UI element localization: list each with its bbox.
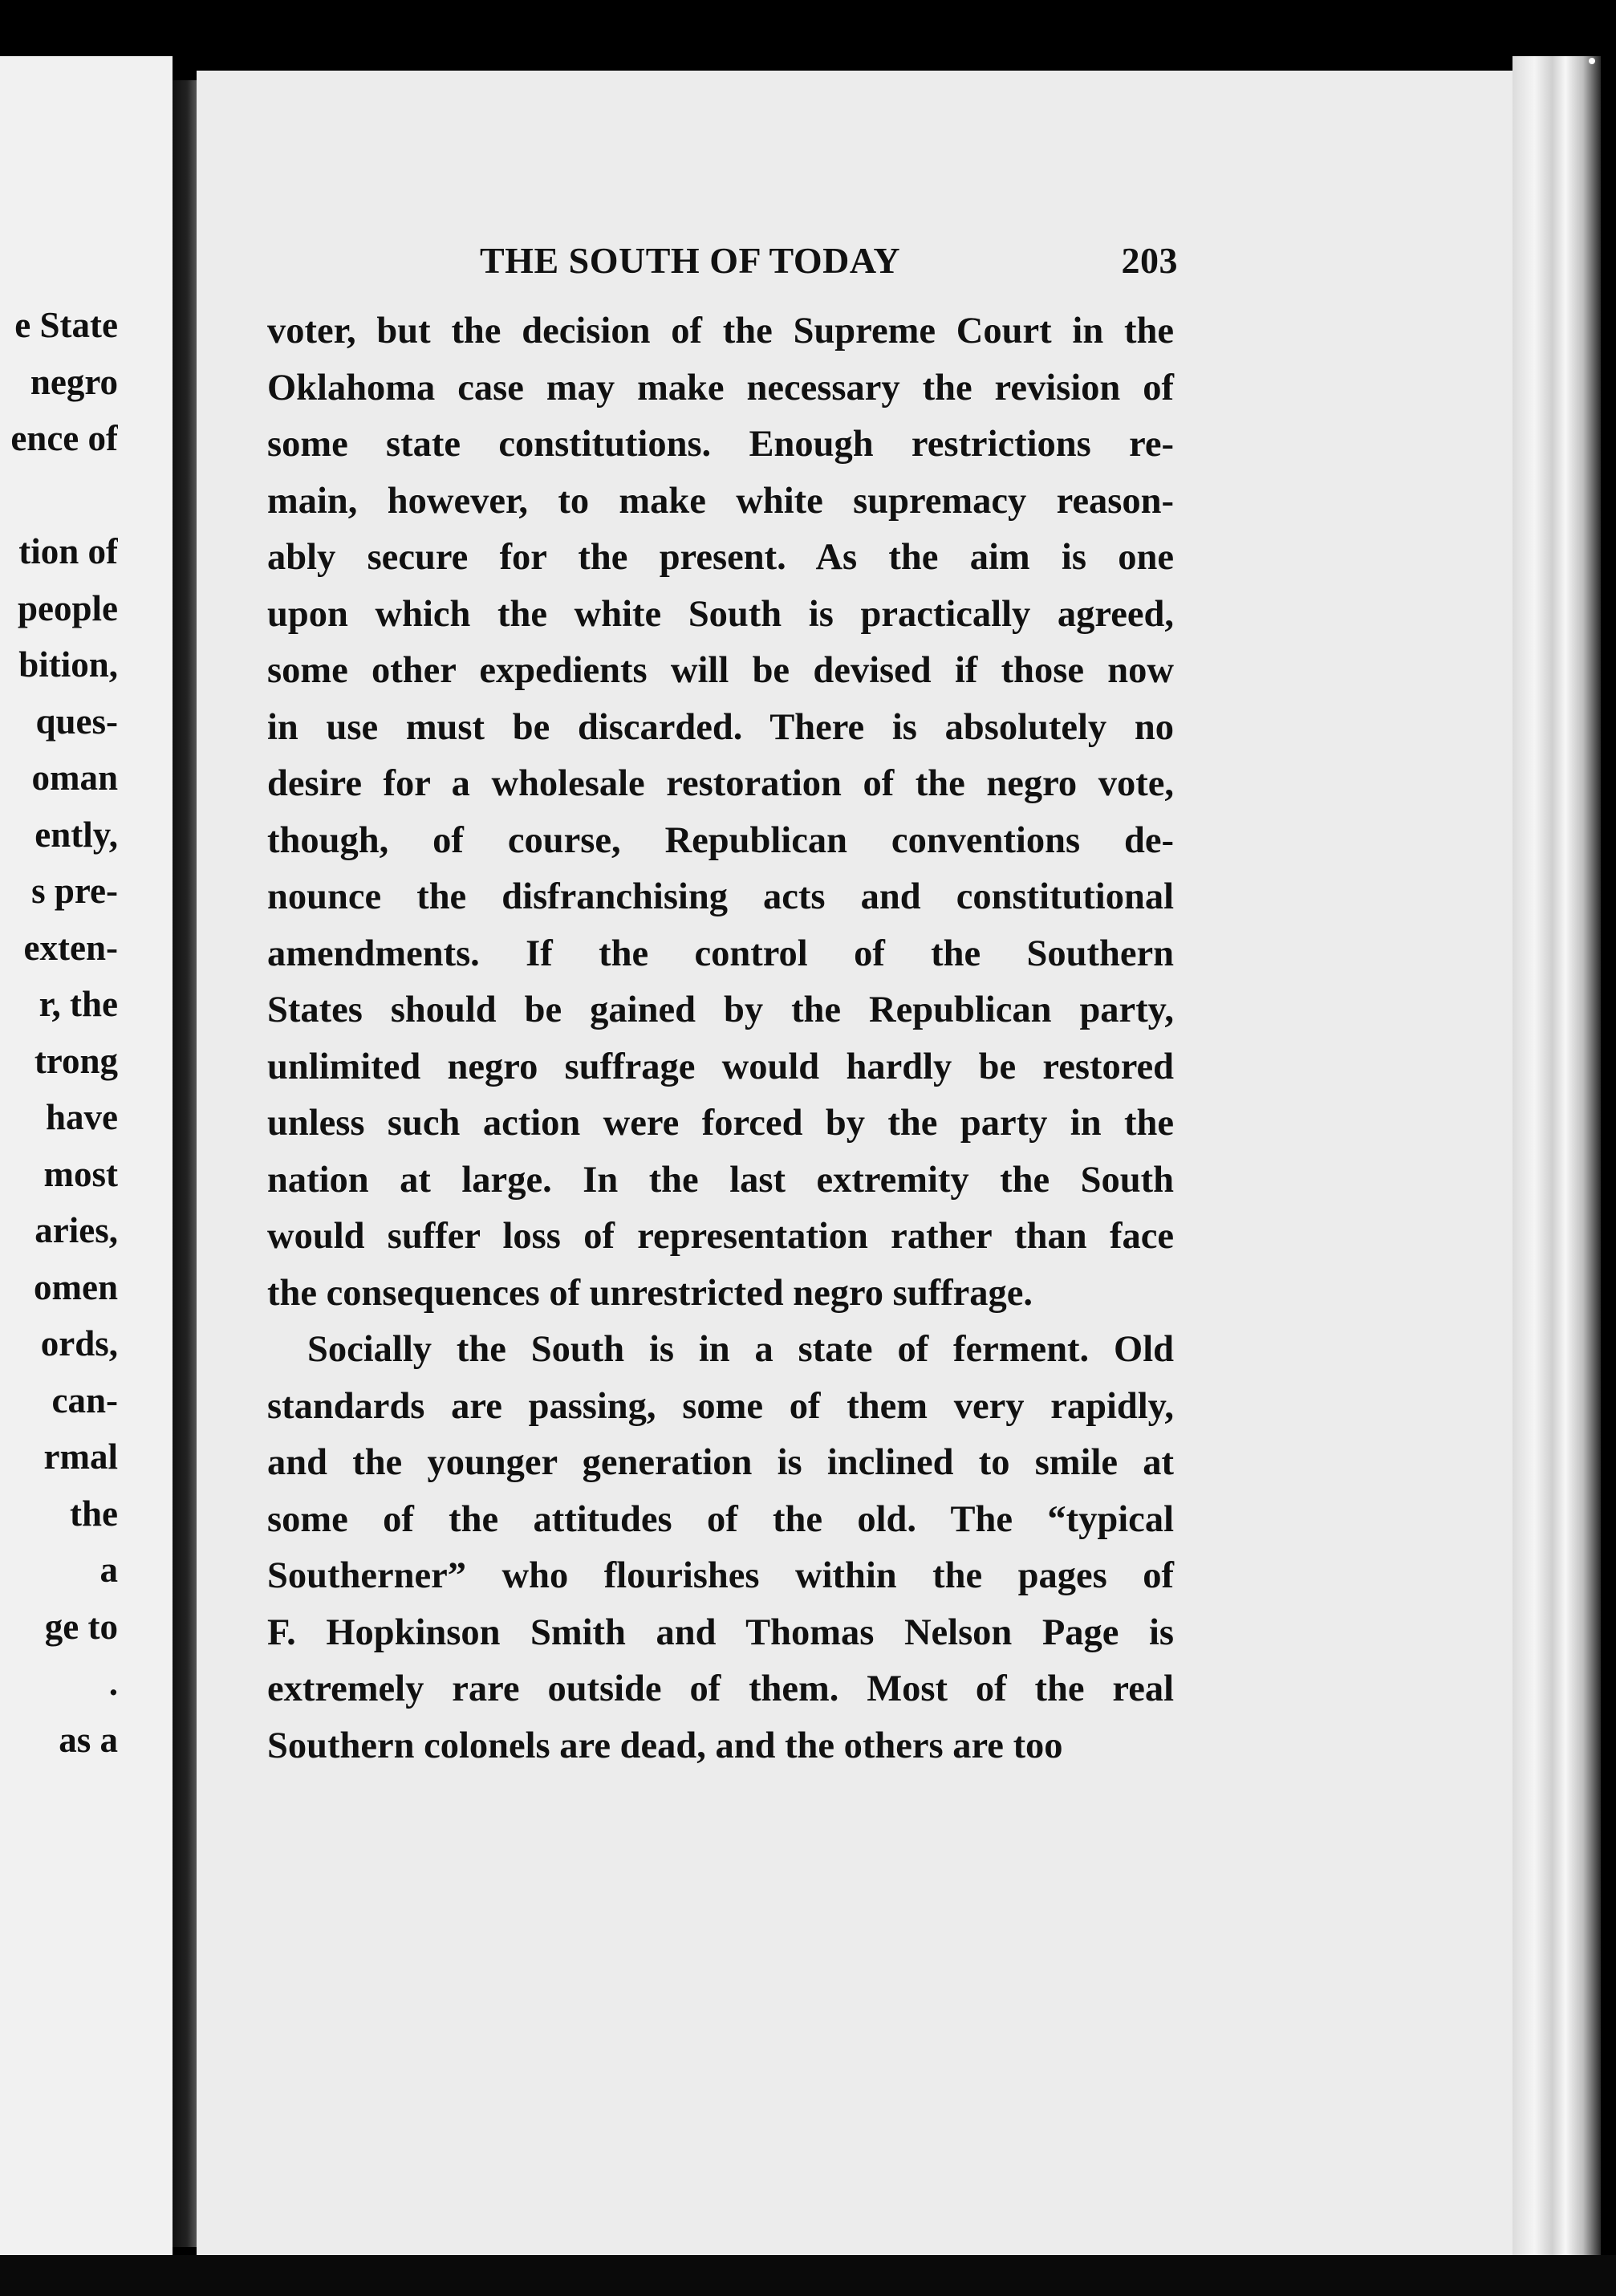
- previous-page-line: can-: [51, 1380, 118, 1420]
- text-line: nounce the disfranchising acts and constitutional: [267, 876, 1174, 917]
- text-line: ably secure for the present. As the aim is one: [267, 537, 1174, 578]
- text-line: unless such action were forced by the party in the: [267, 1103, 1174, 1144]
- previous-page-line: r, the: [39, 984, 118, 1024]
- text-line: main, however, to make white supremacy reason-: [267, 480, 1174, 522]
- book-gutter: [173, 80, 197, 2247]
- page-edges: [1512, 56, 1601, 2295]
- previous-page-line: .: [108, 1663, 118, 1703]
- text-line: some state constitutions. Enough restrictions re-: [267, 424, 1174, 465]
- running-head-title: THE SOUTH OF TODAY: [480, 240, 901, 281]
- bottom-shadow: [0, 2255, 1616, 2296]
- previous-page-line: exten-: [23, 927, 118, 968]
- previous-page-line: a: [99, 1550, 118, 1590]
- previous-page-line: aries,: [35, 1210, 118, 1250]
- previous-page-line: e State: [14, 305, 118, 345]
- previous-page-line: rmal: [43, 1437, 118, 1477]
- text-line: some of the attitudes of the old. The “typical: [267, 1498, 1174, 1540]
- body-text: [267, 303, 1174, 1774]
- previous-page-line: omen: [34, 1266, 118, 1307]
- previous-page-line: trong: [34, 1040, 118, 1081]
- page-number: 203: [1121, 240, 1178, 281]
- text-line: desire for a wholesale restoration of the negro vote,: [267, 763, 1174, 804]
- previous-page-line: ords,: [40, 1323, 118, 1363]
- text-line: in use must be discarded. There is absolutely no: [267, 706, 1174, 748]
- text-line: standards are passing, some of them very rapidly,: [267, 1385, 1174, 1427]
- previous-page-line: [0, 467, 118, 524]
- text-line: nation at large. In the last extremity the South: [267, 1159, 1174, 1201]
- text-line: though, of course, Republican conventions de-: [267, 819, 1174, 861]
- previous-page-line: most: [43, 1153, 118, 1194]
- text-line: unlimited negro suffrage would hardly be restored: [267, 1046, 1174, 1087]
- text-line: extremely rare outside of them. Most of the real: [267, 1668, 1174, 1709]
- running-head: [480, 239, 1178, 287]
- previous-page-text: [0, 297, 118, 1768]
- text-line: and the younger generation is inclined to smile at: [267, 1442, 1174, 1483]
- previous-page-line: ence of: [10, 418, 118, 458]
- previous-page-line: tion of: [18, 531, 118, 571]
- text-line: would suffer loss of representation rather than face: [267, 1216, 1174, 1257]
- text-line: Socially the South is in a state of ferment. Old: [307, 1329, 1174, 1370]
- dust-speck: [1589, 58, 1595, 64]
- previous-page-line: have: [46, 1097, 118, 1137]
- previous-page-line: as a: [59, 1719, 118, 1760]
- previous-page-line: oman: [31, 758, 118, 798]
- text-line: the consequences of unrestricted negro suffrage.: [267, 1272, 1033, 1314]
- previous-page-line: ques-: [35, 701, 118, 742]
- previous-page-line: s pre-: [31, 871, 118, 911]
- previous-page-line: bition,: [18, 644, 118, 685]
- text-line: voter, but the decision of the Supreme Court in the: [267, 311, 1174, 352]
- text-line: States should be gained by the Republican party,: [267, 990, 1174, 1030]
- text-line: amendments. If the control of the Southern: [267, 933, 1174, 974]
- previous-page-line: ge to: [44, 1606, 118, 1647]
- text-line: upon which the white South is practically agreed,: [267, 593, 1174, 635]
- previous-page-line: ently,: [35, 814, 118, 855]
- text-line: Southerner” who flourishes within the pages of: [267, 1555, 1174, 1596]
- previous-page-line: the: [70, 1493, 118, 1534]
- text-line: some other expedients will be devised if those now: [267, 650, 1174, 691]
- previous-page-line: people: [17, 587, 118, 628]
- text-line: Southern colonels are dead, and the others are too: [267, 1725, 1063, 1766]
- previous-page-line: negro: [30, 361, 118, 402]
- text-line: F. Hopkinson Smith and Thomas Nelson Page is: [267, 1611, 1174, 1653]
- text-line: Oklahoma case may make necessary the revision of: [267, 367, 1174, 408]
